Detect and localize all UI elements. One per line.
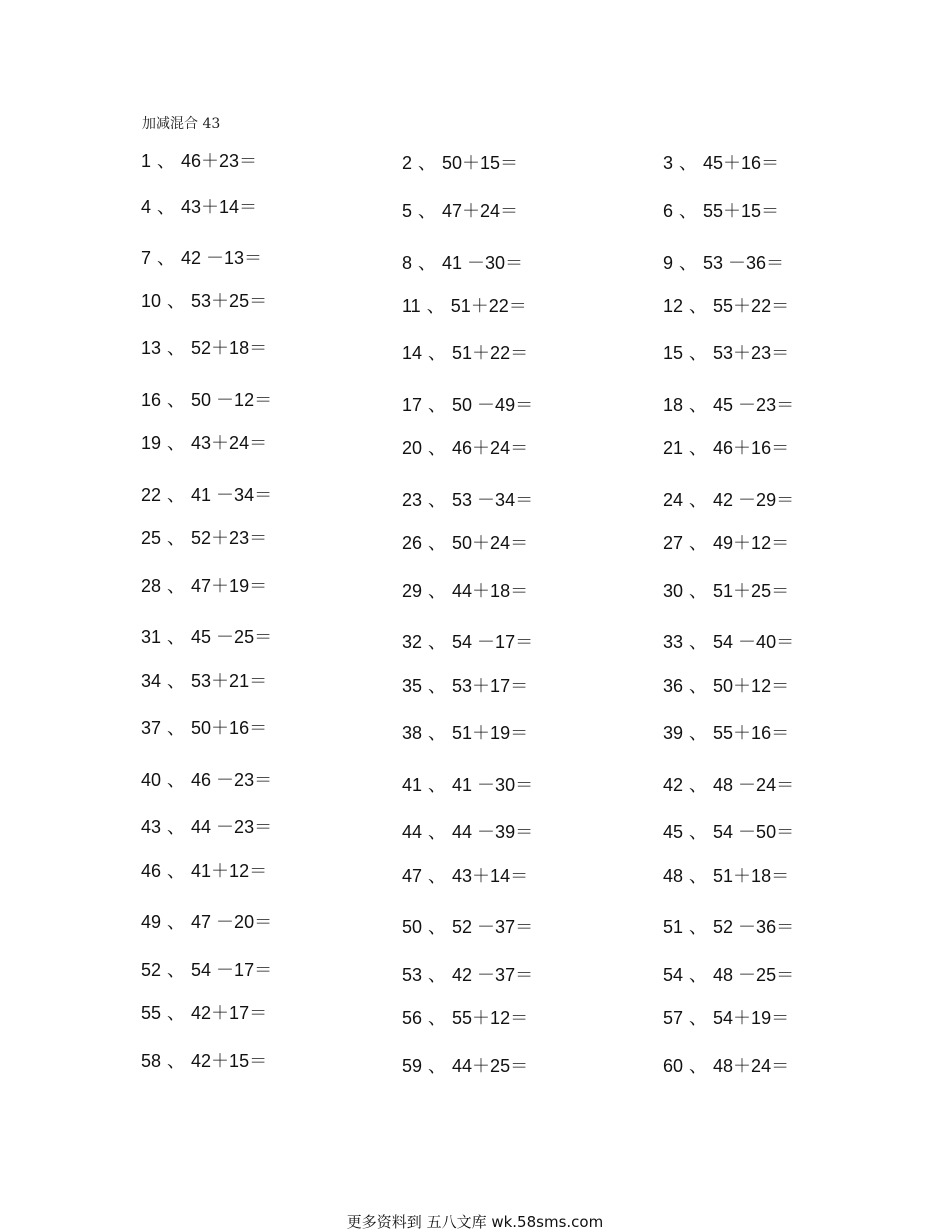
- problem-number: 17: [402, 395, 423, 415]
- problem-number: 14: [402, 343, 423, 363]
- problem-expression: 42＋17＝: [191, 1003, 268, 1023]
- problem-expression: 52 －36＝: [713, 917, 795, 937]
- problem-expression: 42 －37＝: [452, 965, 534, 985]
- problem-separator: 、: [689, 343, 708, 363]
- problem-item: [402, 152, 518, 174]
- problem-separator: 、: [428, 581, 447, 601]
- problem-number: 50: [402, 917, 423, 937]
- problem-separator: 、: [167, 912, 186, 932]
- problem-expression: 52＋23＝: [191, 528, 268, 548]
- problem-item: [402, 1055, 528, 1077]
- problem-separator: 、: [418, 253, 437, 273]
- problem-expression: 48 －24＝: [713, 775, 795, 795]
- problem-separator: 、: [428, 917, 447, 937]
- problem-item: [663, 865, 789, 887]
- problem-item: [402, 964, 533, 986]
- problem-expression: 53＋21＝: [191, 671, 268, 691]
- problem-item: [402, 437, 528, 459]
- problem-separator: 、: [679, 201, 698, 221]
- problem-separator: 、: [167, 1051, 186, 1071]
- problem-item: [663, 774, 794, 796]
- problem-separator: 、: [167, 485, 186, 505]
- problem-separator: 、: [689, 1008, 708, 1028]
- problem-expression: 53 －36＝: [703, 253, 785, 273]
- problem-expression: 46＋23＝: [181, 151, 258, 171]
- problem-number: 1: [141, 151, 152, 171]
- problem-number: 41: [402, 775, 423, 795]
- problem-expression: 51＋18＝: [713, 866, 790, 886]
- problem-item: [402, 722, 528, 744]
- problem-separator: 、: [689, 296, 708, 316]
- problem-expression: 50＋12＝: [713, 676, 790, 696]
- problem-separator: 、: [428, 490, 447, 510]
- problem-number: 32: [402, 632, 423, 652]
- problem-item: [663, 200, 779, 222]
- problem-separator: 、: [167, 671, 186, 691]
- problem-separator: 、: [428, 775, 447, 795]
- problem-expression: 46＋24＝: [452, 438, 529, 458]
- problem-number: 29: [402, 581, 423, 601]
- problem-item: [141, 717, 267, 739]
- problem-item: [402, 342, 528, 364]
- problem-number: 8: [402, 253, 413, 273]
- problem-expression: 43＋14＝: [452, 866, 529, 886]
- problem-number: 53: [402, 965, 423, 985]
- problem-separator: 、: [157, 248, 176, 268]
- problem-expression: 51＋25＝: [713, 581, 790, 601]
- problem-separator: 、: [167, 718, 186, 738]
- worksheet-title: 加减混合 43: [142, 116, 221, 132]
- problem-number: 43: [141, 817, 162, 837]
- problem-number: 9: [663, 253, 674, 273]
- problem-separator: 、: [167, 576, 186, 596]
- problem-separator: 、: [167, 528, 186, 548]
- problem-expression: 55＋15＝: [703, 201, 780, 221]
- problem-separator: 、: [167, 1003, 186, 1023]
- problem-item: [663, 394, 794, 416]
- problem-number: 28: [141, 576, 162, 596]
- problem-number: 16: [141, 390, 162, 410]
- problem-separator: 、: [167, 433, 186, 453]
- problem-separator: 、: [689, 965, 708, 985]
- problem-number: 7: [141, 248, 152, 268]
- problem-separator: 、: [689, 632, 708, 652]
- problem-item: [141, 196, 257, 218]
- problem-separator: 、: [428, 822, 447, 842]
- problem-item: [663, 342, 789, 364]
- problem-item: [141, 1050, 267, 1072]
- problem-expression: 54 －17＝: [452, 632, 534, 652]
- problem-number: 11: [402, 296, 421, 316]
- problem-separator: 、: [167, 770, 186, 790]
- problem-separator: 、: [428, 632, 447, 652]
- problem-number: 48: [663, 866, 684, 886]
- problem-number: 36: [663, 676, 684, 696]
- problem-number: 46: [141, 861, 162, 881]
- problem-item: [141, 1002, 267, 1024]
- problem-item: [141, 670, 267, 692]
- problem-item: [402, 252, 523, 274]
- problem-separator: 、: [428, 1008, 447, 1028]
- problem-separator: 、: [689, 917, 708, 937]
- problem-expression: 46 －23＝: [191, 770, 273, 790]
- problem-expression: 41 －30＝: [452, 775, 534, 795]
- problem-separator: 、: [689, 676, 708, 696]
- problem-expression: 41＋12＝: [191, 861, 268, 881]
- problem-item: [663, 1055, 789, 1077]
- problem-separator: 、: [428, 676, 447, 696]
- problem-expression: 49＋12＝: [713, 533, 790, 553]
- problem-separator: 、: [428, 965, 447, 985]
- problem-separator: 、: [157, 197, 176, 217]
- problem-number: 19: [141, 433, 162, 453]
- problem-expression: 51＋22＝: [452, 343, 529, 363]
- problem-separator: 、: [689, 1056, 708, 1076]
- problem-expression: 55＋12＝: [452, 1008, 529, 1028]
- problem-expression: 48＋24＝: [713, 1056, 790, 1076]
- problem-number: 59: [402, 1056, 423, 1076]
- problem-expression: 47＋24＝: [442, 201, 519, 221]
- problem-number: 18: [663, 395, 684, 415]
- problem-number: 33: [663, 632, 684, 652]
- problem-expression: 52＋18＝: [191, 338, 268, 358]
- problem-expression: 46＋16＝: [713, 438, 790, 458]
- problem-item: [402, 580, 528, 602]
- problem-item: [141, 860, 267, 882]
- problem-number: 30: [663, 581, 684, 601]
- problem-expression: 53＋25＝: [191, 291, 268, 311]
- problem-expression: 54 －17＝: [191, 960, 273, 980]
- problem-expression: 43＋24＝: [191, 433, 268, 453]
- problem-number: 2: [402, 153, 413, 173]
- problem-item: [402, 295, 527, 317]
- problem-item: [663, 580, 789, 602]
- problem-number: 40: [141, 770, 162, 790]
- problem-number: 22: [141, 485, 162, 505]
- problem-separator: 、: [689, 866, 708, 886]
- problem-item: [141, 432, 267, 454]
- problem-separator: 、: [418, 153, 437, 173]
- problem-separator: 、: [428, 533, 447, 553]
- problem-item: [402, 394, 533, 416]
- problem-number: 56: [402, 1008, 423, 1028]
- problem-expression: 44 －23＝: [191, 817, 273, 837]
- problem-expression: 50＋15＝: [442, 153, 519, 173]
- problem-expression: 44 －39＝: [452, 822, 534, 842]
- problem-separator: 、: [428, 866, 447, 886]
- problem-number: 24: [663, 490, 684, 510]
- problem-expression: 53＋17＝: [452, 676, 529, 696]
- problem-expression: 55＋16＝: [713, 723, 790, 743]
- problem-number: 23: [402, 490, 423, 510]
- problem-separator: 、: [428, 343, 447, 363]
- problem-separator: 、: [689, 395, 708, 415]
- problem-item: [141, 337, 267, 359]
- problem-expression: 45 －23＝: [713, 395, 795, 415]
- problem-number: 27: [663, 533, 684, 553]
- problem-expression: 50 －12＝: [191, 390, 273, 410]
- problem-number: 5: [402, 201, 413, 221]
- problem-separator: 、: [689, 723, 708, 743]
- problem-item: [663, 916, 794, 938]
- problem-expression: 45＋16＝: [703, 153, 780, 173]
- problem-separator: 、: [689, 490, 708, 510]
- problem-item: [141, 769, 272, 791]
- problem-number: 37: [141, 718, 162, 738]
- problem-separator: 、: [167, 291, 186, 311]
- problem-item: [402, 489, 533, 511]
- problem-number: 54: [663, 965, 684, 985]
- problem-separator: 、: [689, 533, 708, 553]
- problem-item: [402, 200, 518, 222]
- problem-separator: 、: [428, 438, 447, 458]
- problem-expression: 45 －25＝: [191, 627, 273, 647]
- problem-expression: 54 －50＝: [713, 822, 795, 842]
- problem-number: 55: [141, 1003, 162, 1023]
- problem-separator: 、: [157, 151, 176, 171]
- problem-item: [402, 774, 533, 796]
- problem-number: 12: [663, 296, 684, 316]
- problem-item: [141, 247, 262, 269]
- problem-item: [663, 489, 794, 511]
- problem-expression: 43＋14＝: [181, 197, 258, 217]
- problem-number: 25: [141, 528, 162, 548]
- problem-number: 52: [141, 960, 162, 980]
- problem-expression: 50＋16＝: [191, 718, 268, 738]
- problem-item: [663, 252, 784, 274]
- problem-item: [402, 675, 528, 697]
- problem-expression: 42＋15＝: [191, 1051, 268, 1071]
- problem-item: [663, 675, 789, 697]
- problem-separator: 、: [167, 390, 186, 410]
- problem-number: 44: [402, 822, 423, 842]
- problem-number: 60: [663, 1056, 684, 1076]
- problem-expression: 51＋19＝: [452, 723, 529, 743]
- problem-item: [141, 527, 267, 549]
- problem-number: 45: [663, 822, 684, 842]
- problem-separator: 、: [428, 395, 447, 415]
- problem-number: 42: [663, 775, 684, 795]
- problem-separator: 、: [689, 581, 708, 601]
- problem-item: [663, 722, 789, 744]
- problem-number: 21: [663, 438, 684, 458]
- problem-item: [141, 484, 272, 506]
- problem-expression: 48 －25＝: [713, 965, 795, 985]
- problem-number: 10: [141, 291, 162, 311]
- problem-separator: 、: [167, 861, 186, 881]
- problem-expression: 44＋18＝: [452, 581, 529, 601]
- problem-item: [141, 290, 267, 312]
- problem-separator: 、: [689, 775, 708, 795]
- problem-item: [141, 150, 257, 172]
- problem-item: [663, 1007, 789, 1029]
- problem-expression: 50 －49＝: [452, 395, 534, 415]
- problem-number: 4: [141, 197, 152, 217]
- problem-separator: 、: [167, 960, 186, 980]
- problem-item: [141, 911, 272, 933]
- problem-separator: 、: [689, 822, 708, 842]
- problem-separator: 、: [679, 253, 698, 273]
- problem-number: 15: [663, 343, 684, 363]
- problem-separator: 、: [428, 723, 447, 743]
- problem-expression: 54＋19＝: [713, 1008, 790, 1028]
- problem-item: [402, 865, 528, 887]
- problem-item: [141, 389, 272, 411]
- problem-expression: 41 －34＝: [191, 485, 273, 505]
- problem-expression: 55＋22＝: [713, 296, 790, 316]
- problem-item: [663, 631, 794, 653]
- problem-item: [663, 964, 794, 986]
- problem-item: [663, 532, 789, 554]
- problem-item: [402, 532, 528, 554]
- problem-item: [663, 437, 789, 459]
- problem-separator: 、: [689, 438, 708, 458]
- problem-separator: 、: [167, 338, 186, 358]
- problem-number: 47: [402, 866, 423, 886]
- problem-item: [663, 821, 794, 843]
- problem-number: 39: [663, 723, 684, 743]
- problem-number: 20: [402, 438, 423, 458]
- problem-number: 6: [663, 201, 674, 221]
- problem-number: 57: [663, 1008, 684, 1028]
- problem-expression: 47＋19＝: [191, 576, 268, 596]
- problem-item: [402, 916, 533, 938]
- problem-separator: 、: [428, 1056, 447, 1076]
- problem-item: [141, 816, 272, 838]
- problem-separator: 、: [167, 627, 186, 647]
- problem-separator: 、: [418, 201, 437, 221]
- problem-number: 51: [663, 917, 684, 937]
- problem-item: [141, 575, 267, 597]
- problem-expression: 42 －13＝: [181, 248, 263, 268]
- problem-item: [402, 1007, 528, 1029]
- problem-expression: 50＋24＝: [452, 533, 529, 553]
- problem-item: [663, 152, 779, 174]
- problem-separator: 、: [426, 296, 445, 316]
- problem-expression: 47 －20＝: [191, 912, 273, 932]
- problem-expression: 54 －40＝: [713, 632, 795, 652]
- problem-number: 34: [141, 671, 162, 691]
- problem-number: 38: [402, 723, 423, 743]
- problem-number: 13: [141, 338, 162, 358]
- problem-expression: 51＋22＝: [450, 296, 527, 316]
- problem-expression: 53 －34＝: [452, 490, 534, 510]
- problem-expression: 41 －30＝: [442, 253, 524, 273]
- problem-expression: 42 －29＝: [713, 490, 795, 510]
- problem-expression: 44＋25＝: [452, 1056, 529, 1076]
- problem-number: 49: [141, 912, 162, 932]
- problem-item: [663, 295, 789, 317]
- problem-number: 31: [141, 627, 162, 647]
- problem-item: [141, 959, 272, 981]
- footer-watermark: 更多资料到 五八文库 wk.58sms.com: [346, 1213, 604, 1231]
- problem-separator: 、: [167, 817, 186, 837]
- problem-item: [402, 821, 533, 843]
- problem-number: 3: [663, 153, 674, 173]
- problem-separator: 、: [679, 153, 698, 173]
- problem-number: 58: [141, 1051, 162, 1071]
- problem-number: 35: [402, 676, 423, 696]
- problem-expression: 53＋23＝: [713, 343, 790, 363]
- problem-expression: 52 －37＝: [452, 917, 534, 937]
- problem-item: [402, 631, 533, 653]
- problem-number: 26: [402, 533, 423, 553]
- problem-item: [141, 626, 272, 648]
